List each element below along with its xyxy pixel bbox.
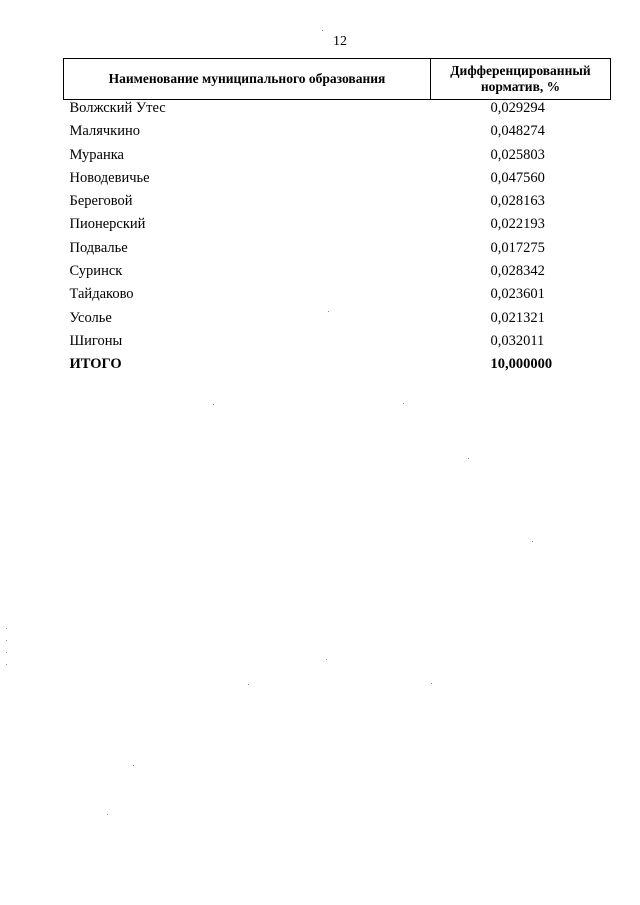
table-row — [64, 147, 611, 170]
municipality-name: Усолье — [69, 309, 112, 326]
scan-speck — [6, 628, 7, 629]
allocation-table-container — [63, 58, 611, 380]
scan-speck — [322, 30, 323, 31]
table-row — [64, 286, 611, 309]
rate-value: 0,021321 — [490, 309, 545, 326]
scan-speck — [6, 652, 7, 653]
rate-value: 0,029294 — [490, 100, 545, 116]
municipality-name: Тайдаково — [69, 286, 134, 303]
rate-value: 0,028163 — [490, 193, 545, 210]
scan-speck — [6, 640, 7, 641]
allocation-table — [63, 58, 611, 380]
municipality-name: Новодевичье — [69, 169, 150, 186]
total-row — [64, 356, 611, 379]
rate-value: 0,017275 — [490, 239, 545, 256]
total-label: ИТОГО — [69, 356, 122, 373]
header-differentiated-rate: Дифференцированный норматив, % — [430, 59, 610, 100]
scan-speck — [431, 683, 432, 684]
scan-speck — [532, 541, 533, 542]
rate-value: 0,022193 — [490, 216, 545, 233]
municipality-name: Береговой — [69, 193, 133, 210]
scan-speck — [468, 458, 469, 459]
rate-value: 0,025803 — [490, 146, 545, 163]
table-row — [64, 333, 611, 356]
rate-value: 0,023601 — [490, 286, 545, 303]
rate-value: 0,048274 — [490, 123, 545, 140]
table-row — [64, 263, 611, 286]
total-value: 10,000000 — [490, 356, 553, 373]
table-row — [64, 310, 611, 333]
table-header-row — [64, 59, 611, 100]
scan-speck — [133, 765, 134, 766]
scan-speck — [6, 664, 7, 665]
rate-value: 0,047560 — [490, 169, 545, 186]
municipality-name: Подвалье — [69, 239, 128, 256]
scan-speck — [403, 403, 404, 404]
municipality-name: Муранка — [69, 146, 124, 163]
table-row — [64, 193, 611, 216]
rate-value: 0,032011 — [490, 332, 545, 349]
municipality-name: Пионерский — [69, 216, 146, 233]
scan-speck — [213, 404, 214, 405]
table-row — [64, 170, 611, 193]
scan-speck — [107, 814, 108, 815]
rate-value: 0,028342 — [490, 263, 545, 280]
table-row — [64, 123, 611, 146]
table-row — [64, 100, 611, 124]
page-number: 12 — [333, 34, 347, 49]
municipality-name: Шигоны — [69, 332, 123, 349]
header-municipality-name: Наименование муниципального образования — [64, 59, 431, 100]
scan-speck — [328, 311, 329, 312]
table-row — [64, 216, 611, 239]
scan-speck — [326, 659, 327, 660]
municipality-name: Волжский Утес — [69, 100, 166, 116]
table-row — [64, 240, 611, 263]
municipality-name: Малячкино — [69, 123, 140, 140]
municipality-name: Суринск — [69, 263, 123, 280]
scan-speck — [248, 684, 249, 685]
